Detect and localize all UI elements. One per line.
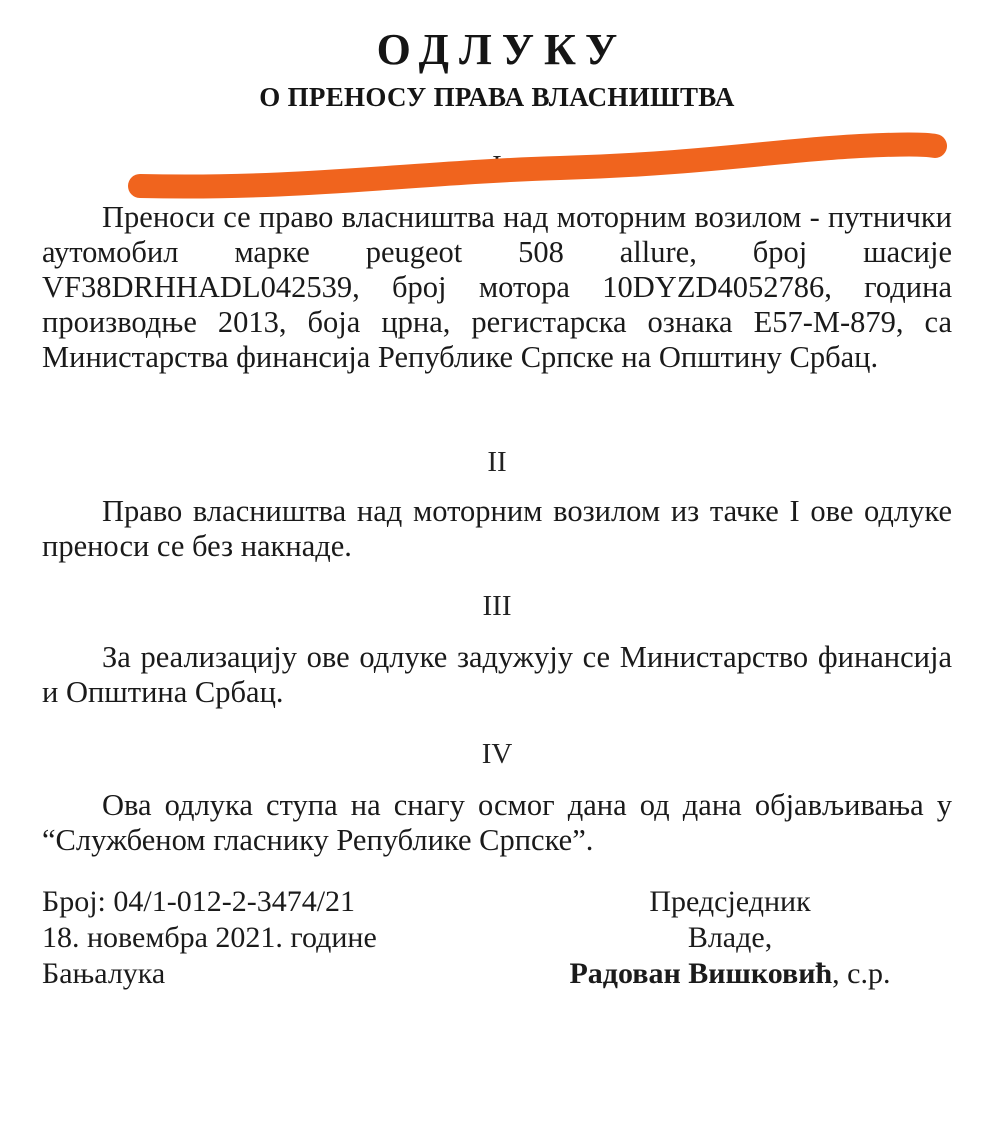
section-number-1: I — [492, 150, 502, 182]
section-4-text: Ова одлука ступа на снагу осмог дана од дана објављивања у “Службеном гласнику Републике Српске”. — [42, 788, 952, 857]
document-footer-left — [42, 884, 377, 992]
section-3-text: За реализацију ове одлуке задужују се Министарство финансија и Општина Србац. — [42, 640, 952, 709]
signer-title-line2: Владе, — [687, 921, 773, 954]
section-number-3: III — [482, 590, 512, 622]
document-number: Број: 04/1-012-2-3474/21 — [42, 885, 356, 918]
section-1-text: Преноси се право власништва над моторним возилом - путнички аутомобил марке peugeot 508 allure, број шасије VF38DRHHADL042539, број мотора 10DYZD4052786, година производње 2013, боја црна, регистарска ознака Е57-М-879, са Министарства финансија Републике Српске на Општину Србац. — [42, 200, 952, 374]
document-date: 18. новембра 2021. године — [42, 921, 377, 954]
section-number-4: IV — [481, 738, 513, 770]
document-subtitle: О ПРЕНОСУ ПРАВА ВЛАСНИШТВА — [259, 82, 735, 112]
signature-block — [520, 884, 940, 992]
document-title: ОДЛУКУ — [376, 25, 628, 74]
signer-suffix: , с.р. — [832, 957, 891, 990]
document-place: Бањалука — [42, 957, 166, 990]
signer-line — [520, 956, 940, 992]
signer-title-line1: Предсједник — [649, 885, 811, 918]
signer-name: Радован Вишковић — [569, 957, 833, 990]
section-2-text: Право власништва над моторним возилом из тачке I ове одлуке преноси се без накнаде. — [42, 494, 952, 563]
section-number-2: II — [487, 446, 507, 478]
